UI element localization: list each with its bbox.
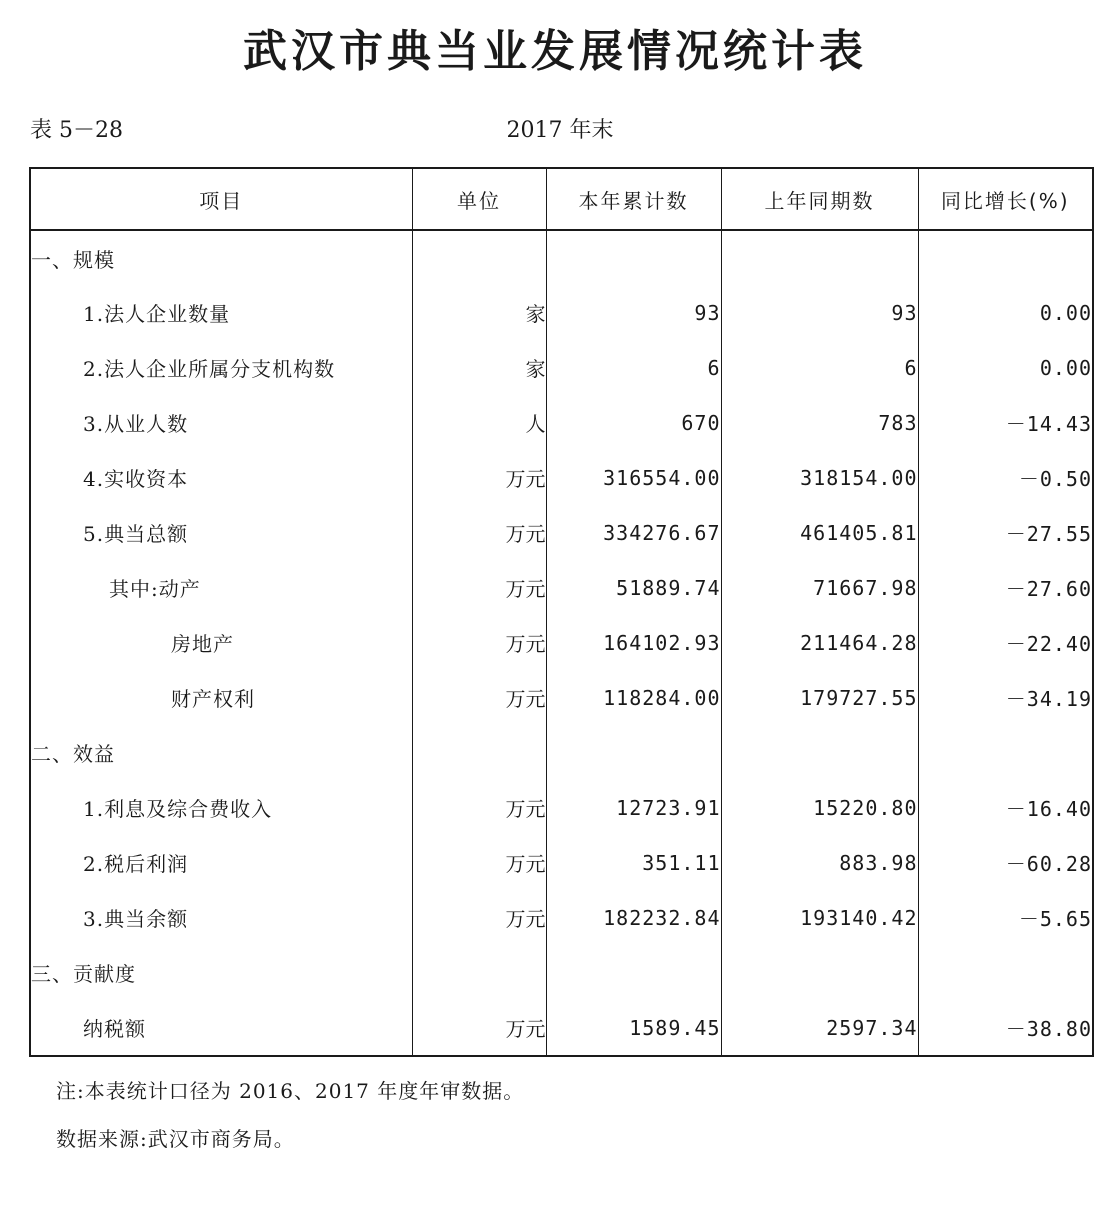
row-unit — [412, 725, 546, 780]
header-unit: 单位 — [412, 168, 546, 230]
row-previous — [721, 725, 918, 780]
row-previous: 318154.00 — [721, 450, 918, 505]
row-unit: 万元 — [412, 1000, 546, 1056]
row-current: 351.11 — [546, 835, 721, 890]
row-unit: 人 — [412, 395, 546, 450]
row-unit: 万元 — [412, 615, 546, 670]
row-previous: 461405.81 — [721, 505, 918, 560]
table-row — [30, 890, 1093, 945]
table-row — [30, 835, 1093, 890]
row-unit: 家 — [412, 285, 546, 340]
row-growth — [918, 945, 1093, 1000]
row-previous: 883.98 — [721, 835, 918, 890]
row-unit: 万元 — [412, 890, 546, 945]
row-previous: 179727.55 — [721, 670, 918, 725]
row-growth — [918, 230, 1093, 285]
row-current: 118284.00 — [546, 670, 721, 725]
row-current: 51889.74 — [546, 560, 721, 615]
table-row — [30, 560, 1093, 615]
row-growth: －27.55 — [918, 505, 1093, 560]
row-previous — [721, 230, 918, 285]
row-previous: 71667.98 — [721, 560, 918, 615]
row-item: 2.法人企业所属分支机构数 — [83, 357, 336, 381]
table-row — [30, 615, 1093, 670]
row-previous: 193140.42 — [721, 890, 918, 945]
row-item: 纳税额 — [83, 1017, 146, 1041]
row-growth: 0.00 — [918, 340, 1093, 395]
row-current: 164102.93 — [546, 615, 721, 670]
row-previous — [721, 945, 918, 1000]
row-growth: －34.19 — [918, 670, 1093, 725]
row-item: 三、贡献度 — [31, 962, 136, 986]
row-item: 2.税后利润 — [83, 852, 189, 876]
row-current: 1589.45 — [546, 1000, 721, 1056]
row-item: 3.从业人数 — [83, 412, 189, 436]
table-row — [30, 340, 1093, 395]
row-growth: －38.80 — [918, 1000, 1093, 1056]
row-unit: 万元 — [412, 450, 546, 505]
row-growth: －27.60 — [918, 560, 1093, 615]
row-item: 5.典当总额 — [83, 522, 189, 546]
row-growth: －16.40 — [918, 780, 1093, 835]
header-growth: 同比增长(%) — [918, 168, 1093, 230]
row-current — [546, 945, 721, 1000]
row-current: 670 — [546, 395, 721, 450]
row-unit: 万元 — [412, 505, 546, 560]
row-unit — [412, 945, 546, 1000]
table-row — [30, 780, 1093, 835]
year-label: 2017 年末 — [506, 118, 614, 143]
row-item: 1.利息及综合费收入 — [83, 797, 273, 821]
row-current: 93 — [546, 285, 721, 340]
table-row — [30, 395, 1093, 450]
row-item: 3.典当余额 — [83, 907, 189, 931]
row-previous: 6 — [721, 340, 918, 395]
row-current: 6 — [546, 340, 721, 395]
row-current: 182232.84 — [546, 890, 721, 945]
row-item: 房地产 — [171, 632, 234, 656]
table-row — [30, 505, 1093, 560]
row-item: 一、规模 — [31, 247, 115, 272]
data-source: 数据来源:武汉市商务局。 — [56, 1127, 295, 1151]
row-growth: －0.50 — [918, 450, 1093, 505]
table-row — [30, 285, 1093, 340]
table-header-row — [30, 168, 1093, 230]
row-unit: 万元 — [412, 780, 546, 835]
row-current: 334276.67 — [546, 505, 721, 560]
footnote: 注:本表统计口径为 2016、2017 年度年审数据。 — [56, 1079, 525, 1103]
row-unit: 万元 — [412, 670, 546, 725]
row-unit — [412, 230, 546, 285]
header-previous: 上年同期数 — [721, 168, 918, 230]
row-unit: 家 — [412, 340, 546, 395]
row-growth: 0.00 — [918, 285, 1093, 340]
row-item: 4.实收资本 — [83, 467, 189, 491]
page-title: 武汉市典当业发展情况统计表 — [243, 26, 867, 77]
row-growth: －22.40 — [918, 615, 1093, 670]
row-previous: 783 — [721, 395, 918, 450]
row-growth: －60.28 — [918, 835, 1093, 890]
table-row — [30, 1000, 1093, 1056]
row-growth — [918, 725, 1093, 780]
row-previous: 15220.80 — [721, 780, 918, 835]
row-growth: －14.43 — [918, 395, 1093, 450]
row-current — [546, 725, 721, 780]
row-previous: 93 — [721, 285, 918, 340]
table-number: 表 5－28 — [30, 118, 123, 143]
statistics-table — [29, 167, 1094, 1057]
table-row — [30, 945, 1093, 1000]
row-item: 其中:动产 — [109, 577, 201, 601]
row-previous: 2597.34 — [721, 1000, 918, 1056]
row-item: 财产权利 — [171, 687, 255, 711]
table-row — [30, 725, 1093, 780]
row-previous: 211464.28 — [721, 615, 918, 670]
row-item: 二、效益 — [31, 742, 115, 766]
row-current: 316554.00 — [546, 450, 721, 505]
table-row — [30, 450, 1093, 505]
row-unit: 万元 — [412, 835, 546, 890]
header-item: 项目 — [30, 168, 412, 230]
row-current — [546, 230, 721, 285]
row-item: 1.法人企业数量 — [83, 302, 231, 326]
header-current: 本年累计数 — [546, 168, 721, 230]
row-growth: －5.65 — [918, 890, 1093, 945]
row-current: 12723.91 — [546, 780, 721, 835]
table-row — [30, 670, 1093, 725]
table-row — [30, 230, 1093, 285]
row-unit: 万元 — [412, 560, 546, 615]
